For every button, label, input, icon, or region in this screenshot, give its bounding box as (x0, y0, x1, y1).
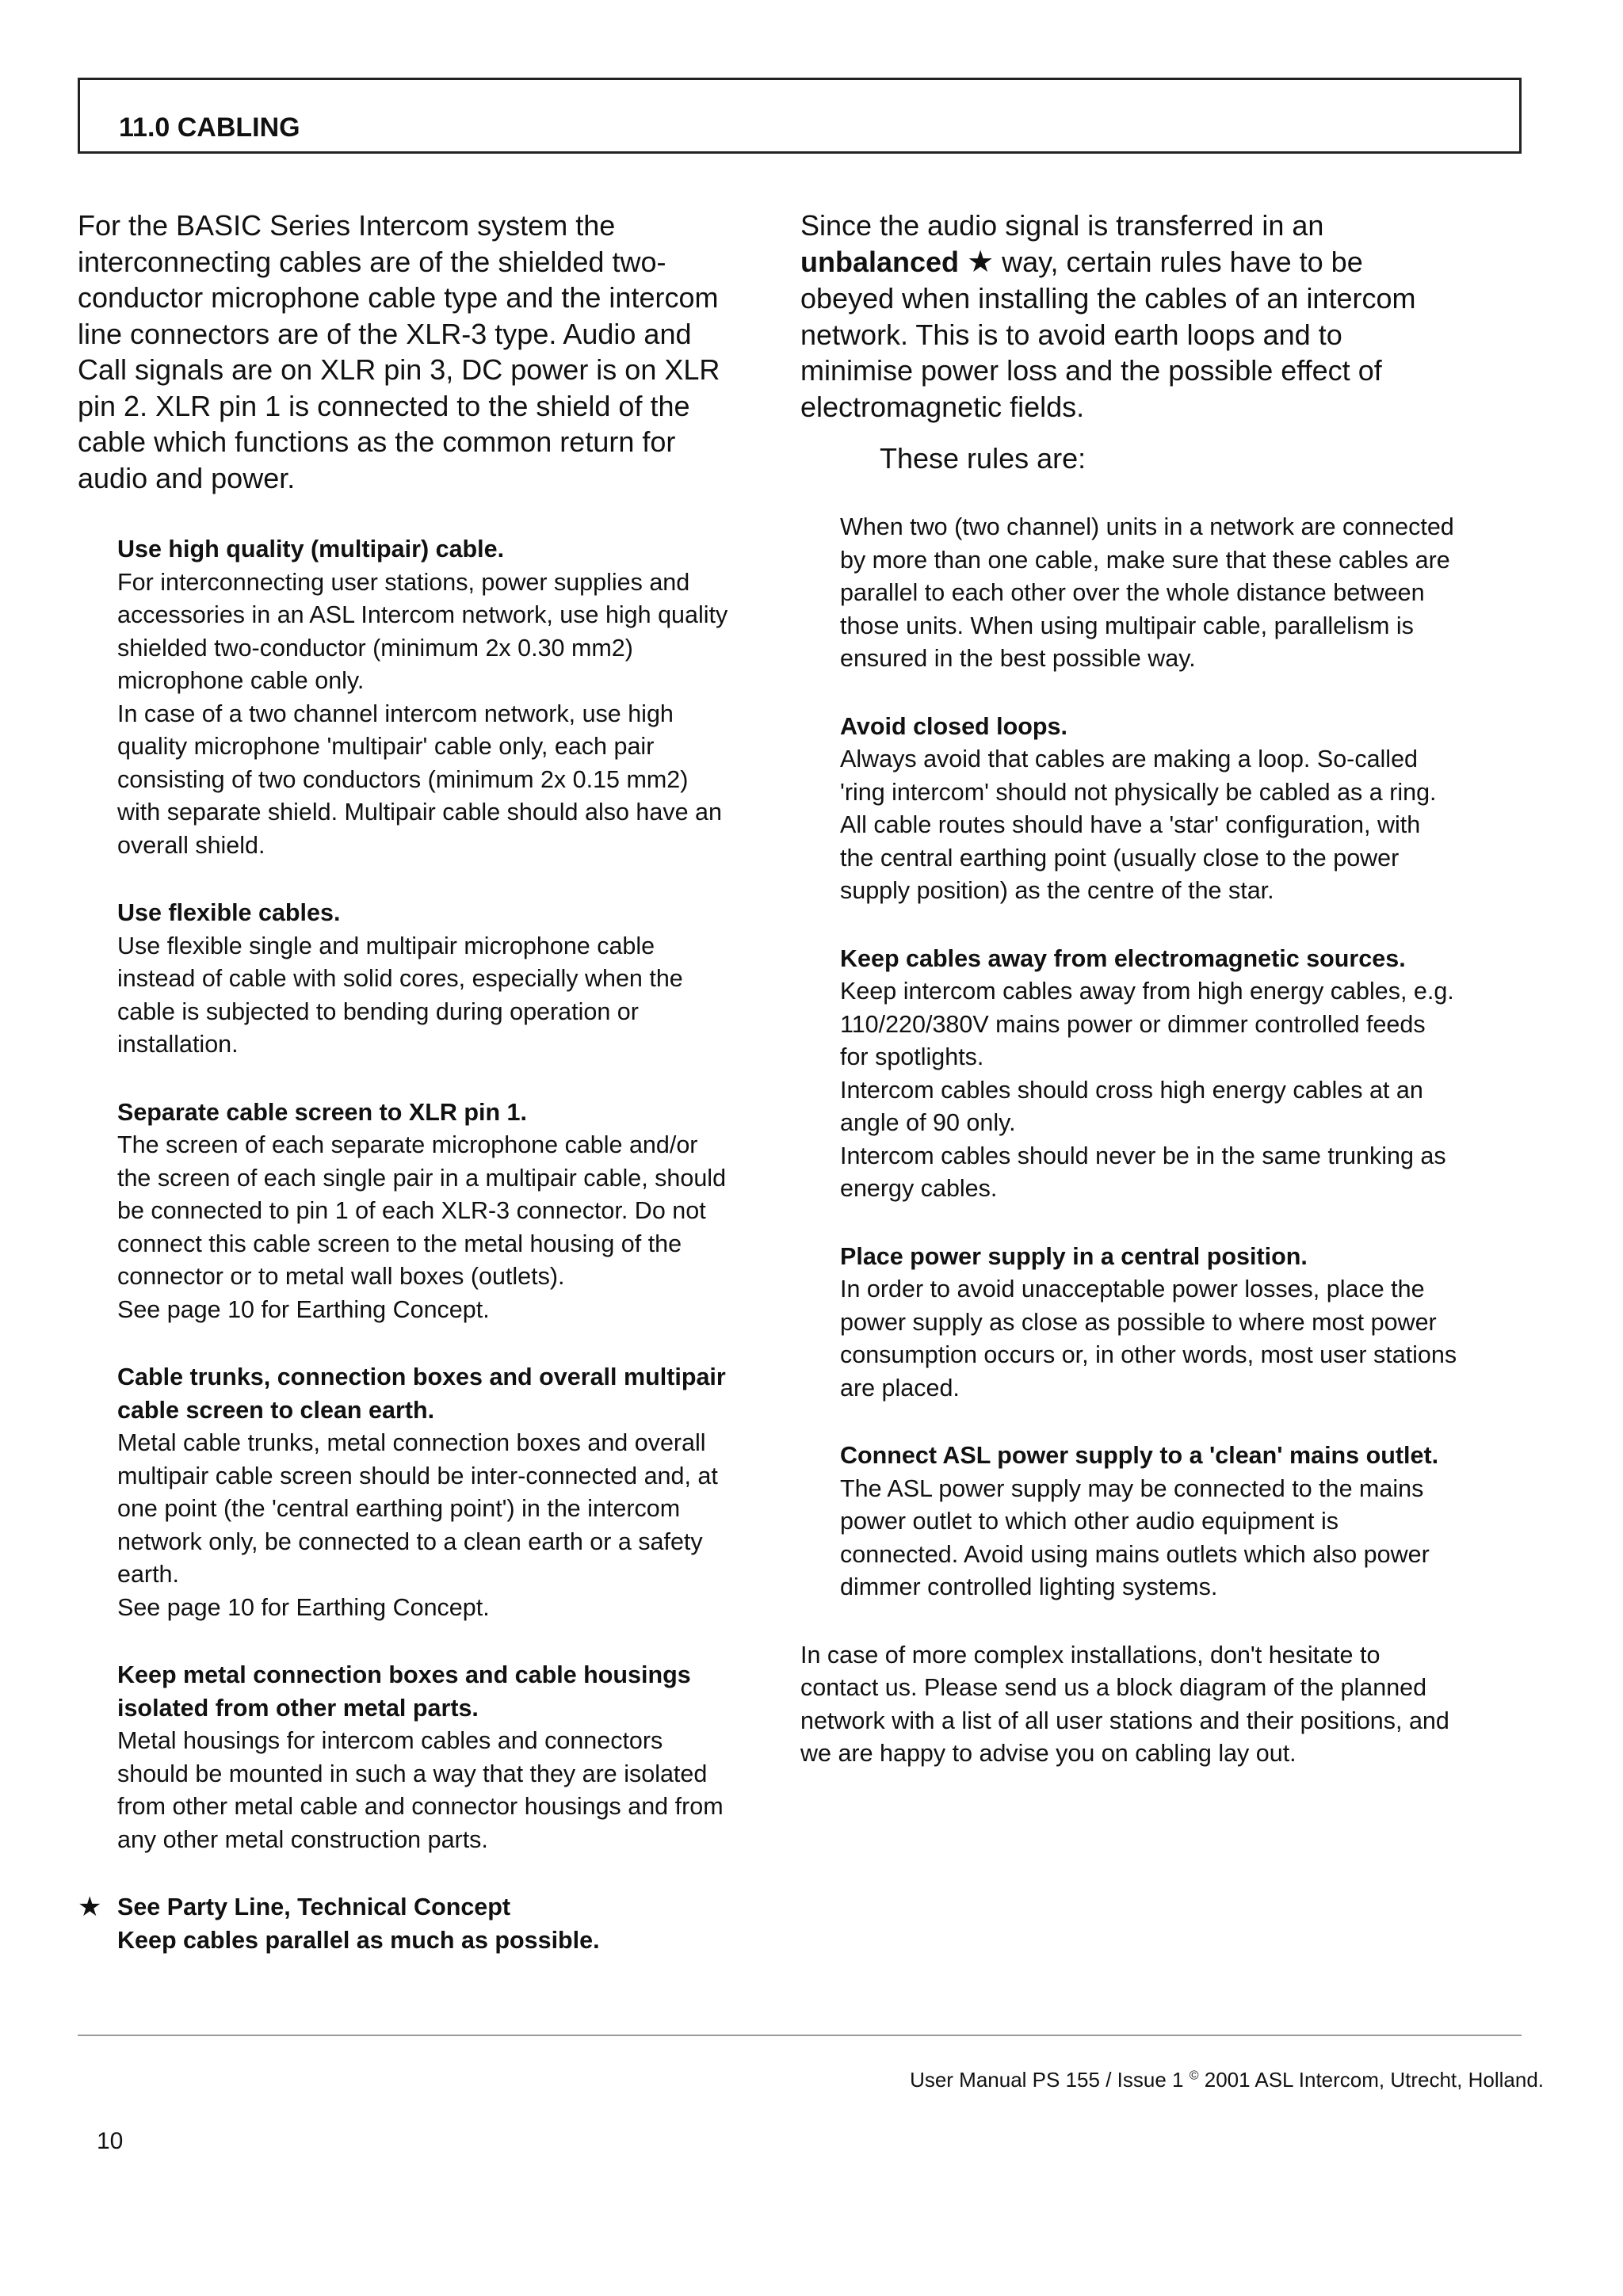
footer-text-after: 2001 ASL Intercom, Utrecht, Holland. (1204, 2068, 1544, 2092)
rule-heading: Avoid closed loops. (840, 712, 1067, 740)
rule-heading: Connect ASL power supply to a 'clean' mains outlet. (840, 1442, 1439, 1469)
rule-section (78, 1097, 735, 1327)
intro-text-before: Since the audio signal is transferred in an (800, 209, 1324, 242)
left-rules-list (78, 533, 735, 1856)
rule-section (78, 897, 735, 1062)
right-rules-list (800, 511, 1458, 1604)
rule-heading: Keep metal connection boxes and cable housings isolated from other metal parts. (117, 1661, 691, 1722)
rule-body: In order to avoid unacceptable power losses, place the power supply as close as possible to where most power consumption occurs or, in other words, most user stations are placed. (840, 1276, 1457, 1402)
rule-heading: Use high quality (multipair) cable. (117, 536, 505, 563)
rule-section (800, 1241, 1458, 1405)
footnote-line-1: See Party Line, Technical Concept (117, 1894, 511, 1920)
section-title: 11.0 CABLING (119, 113, 300, 143)
rule-body: The screen of each separate microphone cable and/or the screen of each single pair in a multipair cable, should be connected to pin 1 of each XLR-3 connector. Do not connect this cable screen to the metal housing of the connector or to metal wall boxes (outlets). See page 10 for Earthing Concept. (117, 1131, 727, 1323)
copyright-symbol: © (1189, 2069, 1199, 2083)
rule-section (78, 533, 735, 862)
rule-body: For interconnecting user stations, power supplies and accessories in an ASL Intercom network, use high quality shielded two-conductor (minimum 2x 0.30 mm2) microphone cable only. In case of a two channel intercom network, use high quality microphone 'multipair' cable only, each pair consisting of two conductors (minimum 2x 0.15 mm2) with separate shield. Multipair cable should also have an overall shield. (117, 568, 728, 859)
left-column (78, 208, 735, 1957)
rule-body: Use flexible single and multipair microphone cable instead of cable with solid cores, especially when the cable is subjected to bending during operation or installation. (117, 932, 683, 1058)
intro-bold-word: unbalanced (800, 245, 960, 278)
rule-heading: Keep cables away from electromagnetic sources. (840, 944, 1406, 972)
rule-section (78, 1659, 735, 1856)
rules-heading: These rules are: (880, 442, 1086, 475)
rule-section (800, 943, 1458, 1206)
rule-body: Always avoid that cables are making a loop. So-called 'ring intercom' should not physically be cabled as a ring. All cable routes should have a 'star' configuration, with the central earthing point (usually close to the power supply position) as the centre of the star. (840, 746, 1437, 904)
rule-section (78, 1361, 735, 1624)
closing-paragraph: In case of more complex installations, don't hesitate to contact us. Please send us a block diagram of the planned network with a list of all user stations and their positions, and we are happy to advise you on cabling lay out. (800, 1641, 1449, 1767)
rule-body: When two (two channel) units in a network are connected by more than one cable, make sure that these cables are parallel to each other over the whole distance between those units. When using multipair cable, parallelism is ensured in the best possible way. (840, 513, 1454, 672)
rule-heading: Place power supply in a central position. (840, 1242, 1308, 1270)
star-icon: ★ (78, 1892, 102, 1922)
rule-heading: Separate cable screen to XLR pin 1. (117, 1098, 527, 1126)
rule-body: Metal cable trunks, metal connection boxes and overall multipair cable screen should be inter-connected and, at one point (the 'central earthing point') in the intercom network only, be connected to a clean earth or a safety earth. See page 10 for Earthing Concept. (117, 1429, 718, 1621)
right-column (800, 208, 1458, 1794)
rule-heading: Cable trunks, connection boxes and overall multipair cable screen to clean earth. (117, 1363, 726, 1424)
intro-text-after: way, certain rules have to be obeyed when installing the cables of an intercom network. This is to avoid earth loops and to minimise power loss and the possible effect of electromagnetic fields. (800, 245, 1416, 423)
section-title-box (78, 78, 1522, 154)
rule-section (800, 711, 1458, 908)
rule-body: Metal housings for intercom cables and connectors should be mounted in such a way that they are isolated from other metal cable and connector housings and from any other metal construction parts. (117, 1727, 724, 1853)
left-intro-paragraph: For the BASIC Series Intercom system the interconnecting cables are of the shielded two-conductor microphone cable type and the intercom line connectors are of the XLR-3 type. Audio and Call signals are on XLR pin 3, DC power is on XLR pin 2. XLR pin 1 is connected to the shield of the cable which functions as the common return for audio and power. (78, 209, 720, 494)
footer-text-before: User Manual PS 155 / Issue 1 (910, 2068, 1184, 2092)
rule-heading: Use flexible cables. (117, 899, 341, 926)
footer-divider (78, 2035, 1522, 2036)
rule-section (800, 1440, 1458, 1604)
rule-body: Keep intercom cables away from high energy cables, e.g. 110/220/380V mains power or dimmer controlled feeds for spotlights. Intercom cables should cross high energy cables at an angle of 90 only. Intercom cables should never be in the same trunking as energy cables. (840, 978, 1454, 1202)
footnote-line-2: Keep cables parallel as much as possible. (117, 1926, 600, 1954)
star-icon: ★ (967, 245, 995, 279)
right-intro-paragraph (800, 208, 1458, 425)
footer-text (910, 2068, 1544, 2092)
rule-section (800, 511, 1458, 676)
page-number: 10 (97, 2128, 124, 2154)
rule-body: The ASL power supply may be connected to the mains power outlet to which other audio equipment is connected. Avoid using mains outlets which also power dimmer controlled lighting systems. (840, 1474, 1430, 1600)
star-footnote (78, 1891, 735, 1957)
